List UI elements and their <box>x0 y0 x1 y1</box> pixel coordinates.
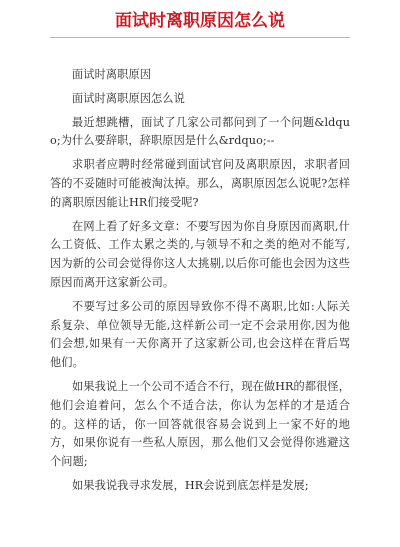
paragraph: 求职者应聘时经常碰到面试官问及离职原因，求职者回答的不妥随时可能被淘汰掉。那么，离职原因怎么说呢?怎样的离职原因能让HR们接受呢? <box>50 158 350 209</box>
paragraph: 面试时离职原因 <box>72 68 152 81</box>
paragraph: 如果我说我寻求发展，HR会说到底怎样是发展; <box>72 478 309 492</box>
document-title: 面试时离职原因怎么说 <box>115 11 285 31</box>
title-divider <box>50 37 350 38</box>
paragraph: 面试时离职原因怎么说 <box>72 91 185 105</box>
paragraph: 如果我说上一个公司不适合不行，现在做HR的都很怪，他们会追着问，怎么个不适合法，你认为怎样的才是适合的。这样的话，你一回答就很容易会说到上一家不好的地方，如果你说有一些私人原因，那么他们又会觉得你逃避这个问题; <box>50 379 350 469</box>
paragraph: 不要写过多公司的原因导致你不得不离职,比如:人际关系复杂、单位领导无能,这样新公司一定不会录用你,因为他们会想,如果有一天你离开了这家新公司,也会这样在背后骂他们。 <box>50 299 350 370</box>
document-body <box>50 66 350 501</box>
paragraph: 在网上看了好多文章：不要写因为你自身原因而离职,什么工资低、工作太累之类的,与领导不和之类的绝对不能写,因为新的公司会觉得你这人太挑剔,以后你可能也会因为这些原因而离开这家新公司。 <box>50 219 350 289</box>
paragraph: 最近想跳槽，面试了几家公司都问到了一个问题&ldquo;为什么要辞职，辞职原因是什么&rdquo;-- <box>50 115 350 148</box>
